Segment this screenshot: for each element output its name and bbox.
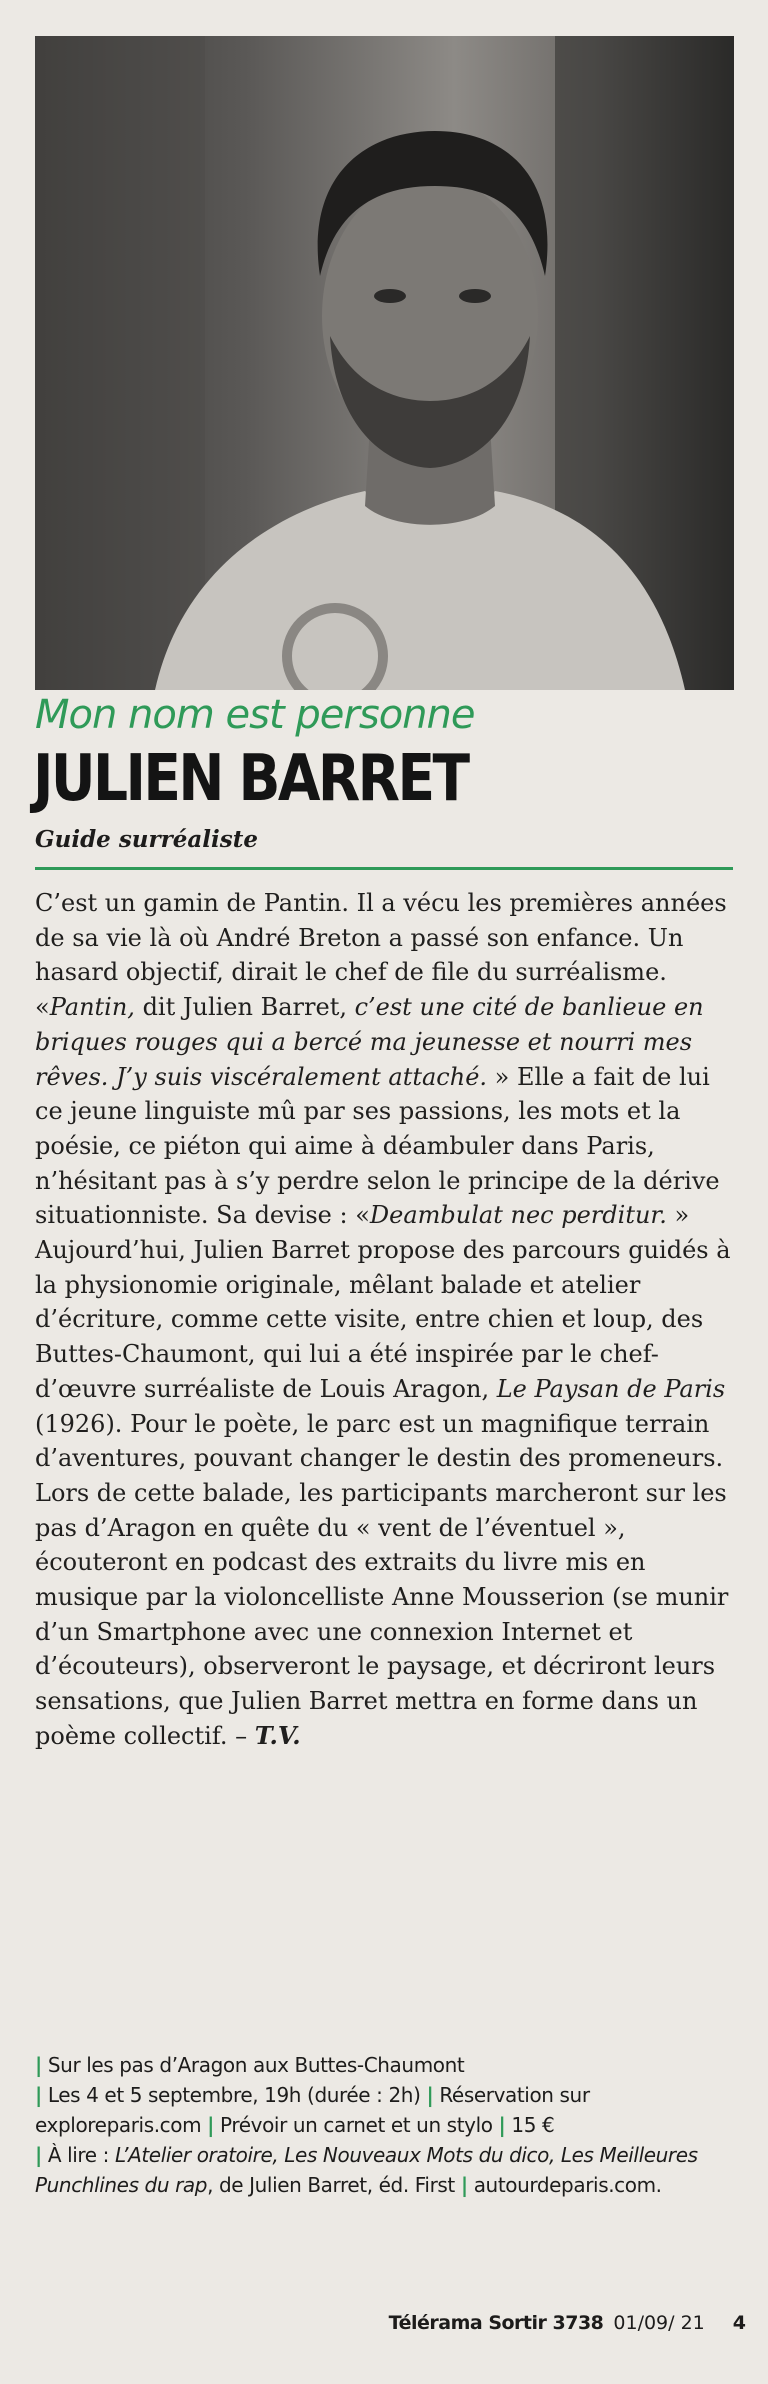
separator-bar: | [35, 2083, 42, 2107]
reservation-link[interactable]: Réservation sur exploreparis.com [35, 2083, 590, 2137]
reading-label: À lire : [47, 2143, 115, 2167]
magazine-name: Télérama Sortir 3738 [388, 2312, 604, 2334]
article-subtitle: Guide surréaliste [35, 826, 258, 853]
body-text-segment: » Aujourd’hui, Julien Barret propose des parcours guidés à la physionomie originale, mêlant balade et atelier d’écriture, comme cette visite, entre chien et loup, des Buttes-Chaumont, qui lui a été inspirée par le chef-d’œuvre surréaliste de Louis Aragon, [35, 1201, 731, 1403]
reading-publisher: , de Julien Barret, éd. First [207, 2173, 455, 2197]
portrait-illustration [35, 36, 734, 690]
separator-bar: | [498, 2113, 506, 2137]
body-text-segment: (1926). Pour le poète, le parc est un magnifique terrain d’aventures, pouvant changer le destin des promeneurs. Lors de cette balade, les participants marcheront sur les pas d’Aragon en quête du « vent de l’éventuel », écouteront en podcast des extraits du livre mis en musique par la violoncelliste Anne Mousserion (se munir d’un Smartphone avec une connexion Internet et d’écouteurs), observeront le paysage, et décriront leurs sensations, que Julien Barret mettra en forme dans un poème collectif. – [35, 1409, 729, 1750]
info-line-reading [35, 2140, 740, 2200]
separator-bar: | [35, 2053, 42, 2077]
event-title: Sur les pas d’Aragon aux Buttes-Chaumont [47, 2053, 465, 2077]
info-line-dates [35, 2080, 740, 2140]
page-footer [389, 2312, 746, 2334]
body-text-segment: C’est un gamin de Pantin. Il a vécu les premières années de sa vie là où André Breton a passé son enfance. Un hasard objectif, dirait le chef de file du surréalisme. « [35, 889, 727, 1022]
book-titles: L’Atelier oratoire, Les Nouveaux Mots du dico, Les Meilleures Punchlines du rap [35, 2143, 698, 2197]
separator-bar: | [426, 2083, 434, 2107]
author-signature: T.V. [254, 1720, 301, 1750]
article-body [35, 886, 740, 1754]
body-quote: Pantin, [49, 993, 135, 1022]
body-text-segment: » Elle a fait de lui ce jeune linguiste mû par ses passions, les mots et la poésie, ce piéton qui aime à déambuler dans Paris, n’hésitant pas à s’y perdre selon le principe de la dérive situationniste. Sa devise : « [35, 1062, 720, 1230]
article-kicker: Mon nom est personne [35, 692, 475, 738]
price: 15 € [511, 2113, 555, 2137]
green-divider [35, 867, 733, 870]
page-number: 4 [732, 2312, 746, 2334]
article-headline: JULIEN BARRET [33, 742, 468, 816]
portrait-photo [35, 36, 734, 690]
info-line-event [35, 2050, 740, 2080]
event-dates: Les 4 et 5 septembre, 19h (durée : 2h) [47, 2083, 421, 2107]
practical-info [35, 2050, 740, 2200]
article-paragraph [35, 886, 740, 1754]
issue-date: 01/09/ 21 [613, 2312, 705, 2334]
book-title: Le Paysan de Paris [496, 1374, 726, 1403]
separator-bar: | [35, 2143, 42, 2167]
body-quote: c’est une cité de banlieue en briques rouges qui a bercé ma jeunesse et nourri mes rêves. J’y suis viscéralement attaché. [35, 993, 704, 1091]
bring-note: Prévoir un carnet et un stylo [220, 2113, 493, 2137]
body-quote: Deambulat nec perditur. [369, 1201, 667, 1230]
separator-bar: | [207, 2113, 215, 2137]
body-text-segment: dit Julien Barret, [134, 993, 355, 1022]
website-link[interactable]: autourdeparis.com. [473, 2173, 662, 2197]
separator-bar: | [460, 2173, 468, 2197]
